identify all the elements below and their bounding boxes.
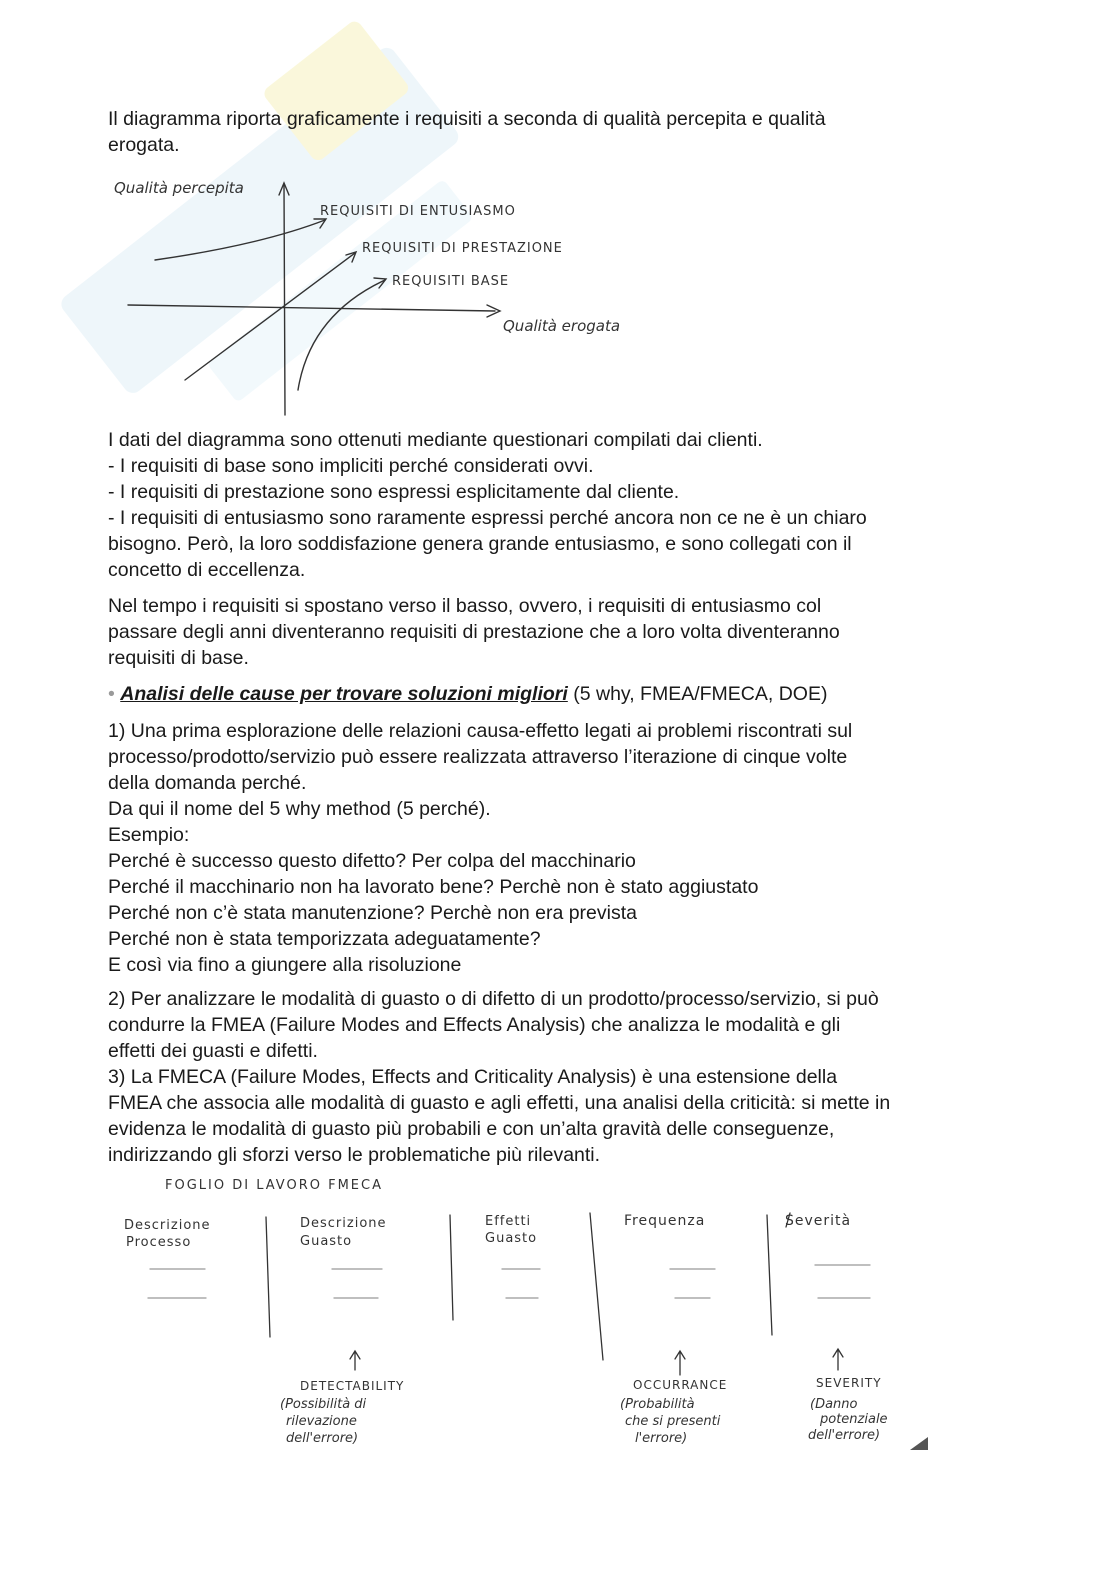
sev-arrow (833, 1349, 843, 1370)
sev-note-3: dell'errore) (808, 1428, 881, 1443)
five-why-line-7: Perché il macchinario non ha lavorato bene? Perchè non è stato aggiustato (108, 876, 759, 898)
section-suffix: (5 why, FMEA/FMECA, DOE) (573, 683, 828, 705)
detect-note-2: rilevazione (286, 1414, 357, 1429)
five-why-paragraph (108, 718, 1008, 978)
intro-paragraph (108, 106, 1008, 158)
five-why-line-1: 1) Una prima esplorazione delle relazioni causa-effetto legati ai problemi riscontrati sul (108, 720, 853, 742)
dati-line-4: - I requisiti di entusiasmo sono raramente espressi perché ancora non ce ne è un chiaro (108, 507, 867, 529)
dash (502, 1269, 540, 1298)
column-divider-2 (450, 1215, 453, 1320)
fmea-line-6: evidenza le modalità di guasto più probabili e con un’alta gravità delle conseguenze, (108, 1118, 835, 1140)
sev-label: SEVERITY (816, 1376, 882, 1390)
dati-line-6: concetto di eccellenza. (108, 559, 306, 581)
occur-arrow (675, 1351, 685, 1375)
y-axis-label: Qualità percepita (114, 179, 244, 197)
five-why-line-6: Perché è successo questo difetto? Per colpa del macchinario (108, 850, 636, 872)
dati-line-2: - I requisiti di base sono impliciti perché considerati ovvi. (108, 455, 594, 477)
five-why-line-10: E così via fino a giungere alla risoluzione (108, 954, 462, 976)
dash (815, 1265, 870, 1298)
label-prestazione: REQUISITI DI PRESTAZIONE (362, 241, 563, 256)
column-divider-4 (767, 1215, 772, 1335)
kano-diagram-sketch (110, 165, 710, 425)
dati-line-3: - I requisiti di prestazione sono espressi esplicitamente dal cliente. (108, 481, 680, 503)
occur-label: OCCURRANCE (633, 1378, 728, 1392)
tempo-line-1: Nel tempo i requisiti si spostano verso il basso, ovvero, i requisiti di entusiasmo col (108, 595, 822, 617)
five-why-line-8: Perché non c’è stata manutenzione? Perchè non era prevista (108, 902, 637, 924)
base-curve (298, 280, 385, 390)
prestazione-curve (185, 253, 355, 380)
label-base: REQUISITI BASE (392, 274, 510, 289)
col5-header: Severità (785, 1213, 852, 1229)
x-axis-label: Qualità erogata (503, 317, 621, 335)
col4-header: Frequenza (624, 1213, 706, 1229)
col3-header-b: Guasto (485, 1231, 538, 1246)
occur-note-3: l'errore) (635, 1431, 688, 1446)
fmea-line-4: 3) La FMECA (Failure Modes, Effects and Criticality Analysis) è una estensione della (108, 1066, 838, 1088)
sev-note-2: potenziale (820, 1412, 888, 1427)
detect-note-3: dell'errore) (286, 1431, 359, 1446)
y-axis (284, 185, 285, 415)
dati-paragraph (108, 427, 1008, 583)
page-corner-mark (910, 1437, 928, 1450)
occur-note-1: (Probabilità (620, 1397, 695, 1412)
five-why-line-2: processo/prodotto/servizio può essere realizzata attraverso l’iterazione di cinque volte (108, 746, 848, 768)
worksheet-title: FOGLIO DI LAVORO FMECA (165, 1178, 383, 1193)
intro-line-1: Il diagramma riporta graficamente i requisiti a seconda di qualità percepita e qualità (108, 108, 826, 130)
section-heading (108, 681, 1008, 707)
tempo-line-2: passare degli anni diventeranno requisiti di prestazione che a loro volta diventeranno (108, 621, 840, 643)
dash (670, 1269, 715, 1298)
dati-line-5: bisogno. Però, la loro soddisfazione genera grande entusiasmo, e sono collegati con il (108, 533, 852, 555)
detect-arrow (350, 1351, 360, 1370)
column-divider-3 (590, 1213, 603, 1360)
occur-note-2: che si presenti (625, 1414, 721, 1429)
fmea-line-1: 2) Per analizzare le modalità di guasto o di difetto di un prodotto/processo/servizio, si può (108, 988, 879, 1010)
bullet: • (108, 683, 115, 705)
column-divider-1 (266, 1217, 270, 1337)
five-why-line-3: della domanda perché. (108, 772, 307, 794)
col1-header-b: Processo (126, 1235, 192, 1250)
intro-line-2: erogata. (108, 134, 180, 156)
col3-header-a: Effetti (485, 1214, 532, 1229)
label-entusiasmo: REQUISITI DI ENTUSIASMO (320, 204, 516, 219)
fmea-line-7: indirizzando gli sforzi verso le problematiche più rilevanti. (108, 1144, 601, 1166)
section-title: Analisi delle cause per trovare soluzioni migliori (120, 683, 568, 705)
five-why-line-5: Esempio: (108, 824, 190, 846)
dati-line-1: I dati del diagramma sono ottenuti mediante questionari compilati dai clienti. (108, 429, 763, 451)
five-why-line-4: Da qui il nome del 5 why method (5 perché). (108, 798, 491, 820)
detect-note-1: (Possibilità di (280, 1397, 367, 1412)
sev-note-1: (Danno (810, 1397, 858, 1412)
detect-label: DETECTABILITY (300, 1379, 405, 1393)
dash (148, 1269, 206, 1298)
entusiasmo-curve (155, 220, 325, 260)
col2-header-b: Guasto (300, 1234, 353, 1249)
fmea-line-2: condurre la FMEA (Failure Modes and Effects Analysis) che analizza le modalità e gli (108, 1014, 841, 1036)
x-axis (128, 305, 495, 311)
tempo-paragraph (108, 593, 1008, 671)
fmea-line-5: FMEA che associa alle modalità di guasto e agli effetti, una analisi della criticità: si mette in (108, 1092, 891, 1114)
fmea-paragraph (108, 986, 1008, 1168)
col1-header-a: Descrizione (124, 1218, 211, 1233)
fmea-line-3: effetti dei guasti e difetti. (108, 1040, 318, 1062)
five-why-line-9: Perché non è stata temporizzata adeguatamente? (108, 928, 541, 950)
tempo-line-3: requisiti di base. (108, 647, 249, 669)
col2-header-a: Descrizione (300, 1216, 387, 1231)
dash (332, 1269, 382, 1298)
fmeca-worksheet-sketch (110, 1165, 940, 1465)
